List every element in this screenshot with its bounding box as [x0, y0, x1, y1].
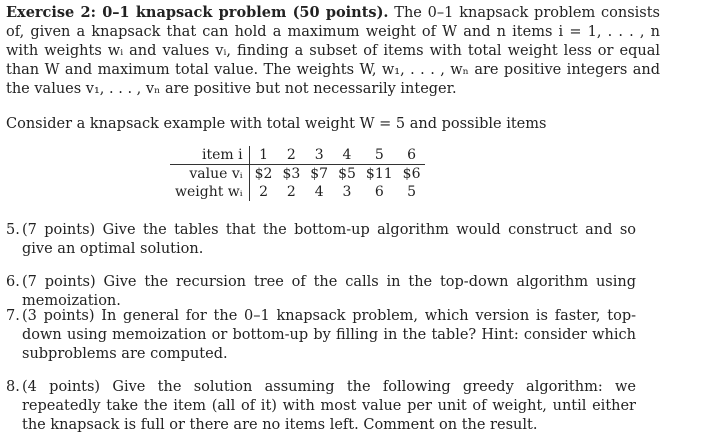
- question-7: [6, 307, 636, 364]
- table-row: [170, 165, 425, 184]
- value-cell: $3: [282, 166, 301, 182]
- weight-cell: 2: [286, 184, 296, 200]
- question-text: (7 points) Give the recursion tree of the calls in the top-down algorithm using memoization.: [22, 274, 636, 309]
- value-cell: $6: [402, 166, 421, 182]
- item-cell: 3: [305, 146, 333, 165]
- question-number: 5.: [6, 222, 20, 238]
- item-cell: 1: [249, 146, 277, 165]
- example-sentence: Consider a knapsack example with total weight W = 5 and possible items: [6, 116, 547, 132]
- weight-cell: 6: [374, 184, 384, 200]
- row-header-weight: weight wᵢ: [170, 183, 249, 201]
- value-cell: $5: [338, 166, 356, 182]
- value-cell: $2: [254, 166, 273, 182]
- exercise-intro-paragraph: [6, 3, 660, 99]
- question-6: [6, 273, 636, 311]
- weight-cell: 2: [259, 184, 268, 200]
- items-table: [170, 146, 425, 201]
- item-cell: 4: [333, 146, 361, 165]
- question-8: [6, 378, 636, 435]
- value-cell: $11: [365, 166, 393, 182]
- question-5: [6, 221, 636, 259]
- question-text: (7 points) Give the tables that the bottom-up algorithm would construct and so give an optimal solution.: [22, 222, 636, 257]
- item-cell: 6: [398, 146, 426, 165]
- table-row: [170, 183, 425, 201]
- weight-cell: 4: [314, 184, 324, 200]
- exercise-title: Exercise 2: 0–1 knapsack problem (50 points).: [6, 4, 389, 21]
- question-text: (3 points) In general for the 0–1 knapsack problem, which version is faster, top-down using memoization or bottom-up by filling in the table? Hint: consider which subproblems are computed.: [22, 308, 636, 362]
- question-number: 7.: [6, 308, 20, 324]
- question-number: 8.: [6, 379, 20, 395]
- exercise-intro: The 0–1 knapsack problem consists of, given a knapsack that can hold a maximum weight of W and n items i = 1, . . . , n with weights wᵢ and values vᵢ, finding a subset of items with total weight less or equal than W and maximum total value. The weights W, w₁, . . . , wₙ are positive integers and the values v₁, . . . , vₙ are positive but not necessarily integer.: [6, 5, 661, 97]
- row-header-value: value vᵢ: [170, 165, 249, 184]
- weight-cell: 5: [407, 184, 417, 200]
- weight-cell: 3: [342, 184, 352, 200]
- value-cell: $7: [310, 166, 329, 182]
- item-cell: 2: [277, 146, 305, 165]
- question-number: 6.: [6, 274, 20, 290]
- table-row: [170, 146, 425, 165]
- question-text: (4 points) Give the solution assuming the following greedy algorithm: we repeatedly take the item (all of it) with most value per unit of weight, until either the knapsack is full or there are no items left. Comment on the result.: [22, 379, 636, 433]
- row-header-item: item i: [170, 146, 249, 165]
- item-cell: 5: [361, 146, 398, 165]
